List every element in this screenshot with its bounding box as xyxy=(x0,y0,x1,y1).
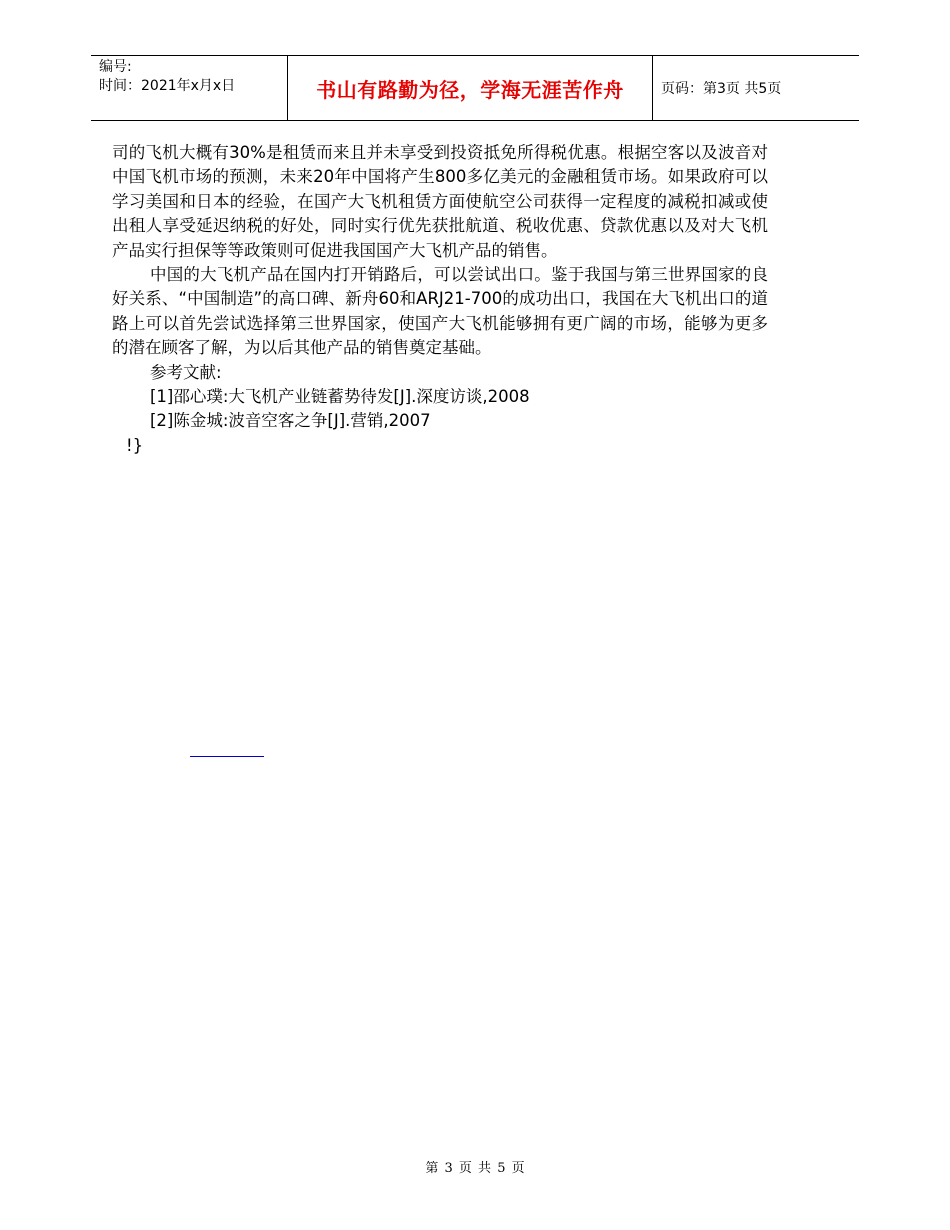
header-motto-cell xyxy=(287,56,653,120)
body-paragraph: 中国的大飞机产品在国内打开销路后，可以尝试出口。鉴于我国与第三世界国家的良好关系、“中国制造”的高口碑、新舟60和ARJ21-700的成功出口，我国在大飞机出口的道路上可以首先尝试选择第三世界国家，使国产大飞机能够拥有更广阔的市场，能够为更多的潜在顾客了解，为以后其他产品的销售奠定基础。 xyxy=(112,265,768,358)
page-header xyxy=(91,55,859,121)
header-motto: 书山有路勤为径，学海无涯苦作舟 xyxy=(316,77,624,102)
body-paragraph: 司的飞机大概有30%是租赁而来且并未享受到投资抵免所得税优惠。根据空客以及波音对中国飞机市场的预测，未来20年中国将产生800多亿美元的金融租赁市场。如果政府可以学习美国和日本的经验，在国产大飞机租赁方面使航空公司获得一定程度的减税扣减或使出租人享受延迟纳税的好处，同时实行优先获批航道、税收优惠、贷款优惠以及对大飞机产品实行担保等等政策则可促进我国国产大飞机产品的销售。 xyxy=(112,143,768,260)
page-footer xyxy=(0,1157,950,1176)
tail-mark: !} xyxy=(126,435,144,455)
document-number-label: 编号: xyxy=(99,59,132,75)
footer-page-number: 第 3 页 共 5 页 xyxy=(425,1161,525,1176)
document-body xyxy=(112,141,768,458)
reference-item: [1]邵心璞:大飞机产业链蓄势待发[J].深度访谈,2008 xyxy=(150,387,530,407)
header-page-number: 页码：第3页 共5页 xyxy=(661,81,782,97)
document-time-label: 时间：2021年x月x日 xyxy=(99,78,236,94)
references-title: 参考文献: xyxy=(150,362,222,382)
header-meta xyxy=(91,56,287,120)
header-page-cell xyxy=(653,56,859,120)
footnote-separator xyxy=(190,756,264,757)
reference-item: [2]陈金城:波音空客之争[J].营销,2007 xyxy=(150,411,431,431)
